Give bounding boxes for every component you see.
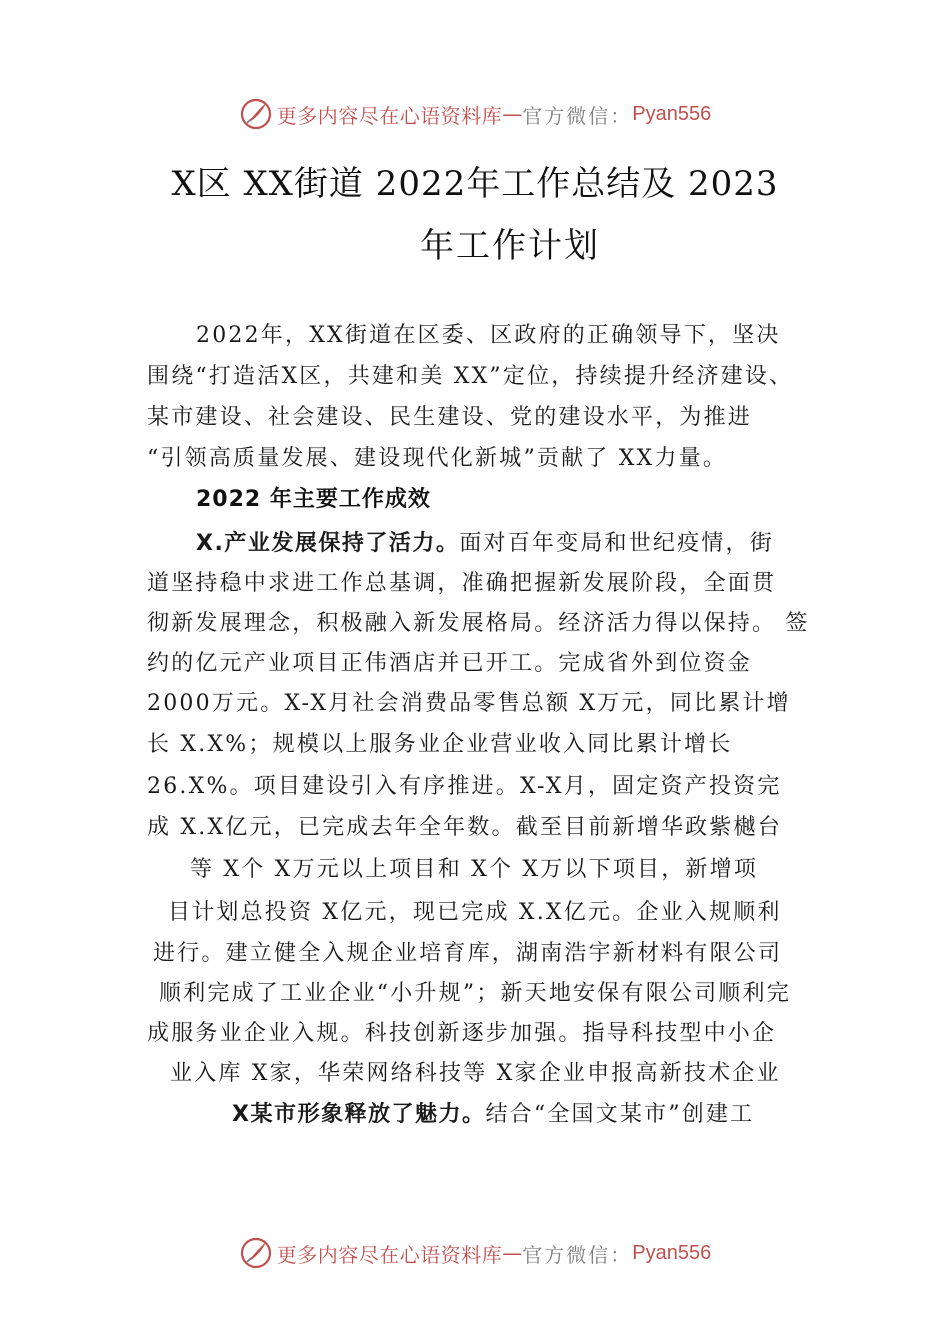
intro-line: 某市建设、社会建设、民生建设、党的建设水平，为推进 [147,405,753,430]
section1-line: 约的亿元产业项目正伟酒店并已开工。完成省外到位资金 [147,651,753,676]
watermark-header [0,94,950,134]
watermark-separator: — [502,1241,523,1265]
section1-line: 目计划总投资 X亿元，现已完成 X.X亿元。企业入规顺利 [168,900,782,925]
section1-line: 成服务业企业入规。科技创新逐步加强。指导科技型中小企 [147,1021,777,1046]
watermark-text: 更多内容尽在心语资料库 [276,1242,503,1267]
watermark-official-label: 官方微信： [522,103,633,128]
section1-line: 长 X.X%；规模以上服务业企业营业收入同比累计增长 [147,732,733,757]
intro-line: 2022年，XX街道在区委、区政府的正确领导下，坚决 [196,323,781,348]
section1-line: 顺利完成了工业企业“小升规”；新天地安保有限公司顺利完 [159,981,791,1006]
section1-line: 道坚持稳中求进工作总基调，准确把握新发展阶段，全面贯 [147,571,777,596]
section2-first-line [232,1097,754,1128]
watermark-separator: — [502,102,523,126]
section2-first-line-rest: 结合“全国文某市”创建工 [485,1102,755,1127]
document-title-line1: X区 XX街道 2022年工作总结及 2023 [171,164,779,204]
section1-bold-lead: X.产业发展保持了活力。 [196,531,460,556]
quill-circle-logo-icon [239,97,273,131]
watermark-footer [0,1233,950,1273]
section2-bold-lead: X某市形象释放了魅力。 [232,1102,486,1127]
section1-line: 2000万元。X-X月社会消费品零售总额 X万元，同比累计增 [147,691,791,716]
section1-line: 26.X%。项目建设引入有序推进。X-X月，固定资产投资完 [147,774,782,799]
section1-first-line-rest: 面对百年变局和世纪疫情，街 [459,531,774,556]
document-title-line2: 年工作计划 [420,226,600,266]
section1-first-line [196,526,774,557]
watermark-text: 更多内容尽在心语资料库 [276,103,503,128]
watermark-wechat-id: Pyan556 [632,102,712,125]
section1-line: 等 X个 X万元以上项目和 X个 X万以下项目，新增项 [190,857,759,882]
intro-line: 围绕“打造活X区，共建和美 XX”定位，持续提升经济建设、 [147,364,794,389]
section1-line: 进行。建立健全入规企业培育库，湖南浩宇新材料有限公司 [153,941,783,966]
watermark-wechat-id: Pyan556 [632,1241,712,1264]
section1-line: 成 X.X亿元，已完成去年全年数。截至目前新增华政紫樾台 [147,815,782,840]
section1-line: 彻新发展理念，积极融入新发展格局。经济活力得以保持。 签 [147,611,810,636]
watermark-official-label: 官方微信： [522,1242,633,1267]
section-heading: 2022 年主要工作成效 [196,487,431,512]
intro-line: “引领高质量发展、建设现代化新城”贡献了 XX力量。 [147,446,728,471]
section1-line: 业入库 X家，华荣网络科技等 X家企业申报高新技术企业 [170,1061,781,1086]
quill-circle-logo-icon [239,1236,273,1270]
